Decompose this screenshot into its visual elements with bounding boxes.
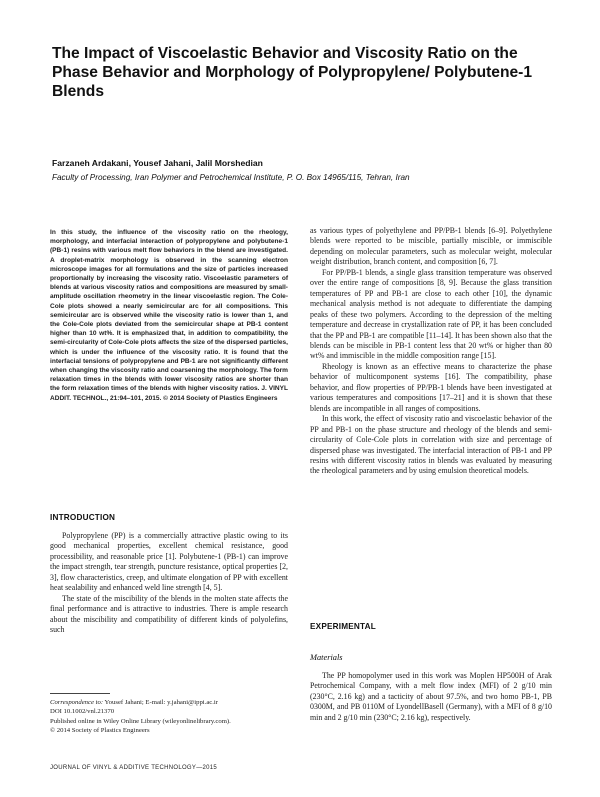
- introduction-paragraph: The state of the miscibility of the blends in the molten state affects the final performance and is attractive to industries. There is ample research about the miscibility and compatibility of different kinds of polyolefins, such: [50, 593, 288, 635]
- footnote-rule: [50, 693, 110, 694]
- introduction-paragraph: Polypropylene (PP) is a commercially attractive plastic owing to its good mechanical properties, excellent chemical resistance, good processibility, and reasonable price [1]. Polybutene-1 (PB-1) can improve the impact strength, tear strength, puncture resistance, optical properties [2, 3], flow characteristics, creep, and ultimate elongation of PP with excellent heat sealability and enhanced weld line strength [4, 5].: [50, 531, 288, 593]
- introduction-body: [50, 531, 288, 636]
- footnote: [50, 698, 288, 735]
- right-column-body: [310, 226, 552, 477]
- materials-subheading: Materials: [310, 653, 343, 662]
- materials-paragraph: The PP homopolymer used in this work was Moplen HP500H of Arak Petrochemical Company, with a melt flow index (MFI) of 2 g/10 min (230°C, 2.16 kg) and a tacticity of about 97.5%, and two homo PB-1, PB 0300M, and PB 0110M of LyondellBasell (Germany), with a MFI of 8 g/10 min and 2 g/10 min (230°C; 2.16 kg), respectively.: [310, 671, 552, 722]
- right-paragraph: For PP/PB-1 blends, a single glass transition temperature was observed over the entire range of compositions [8, 9]. Because the glass transition temperatures of PP and PB-1 are close to each other [10], the dynamic mechanical analysis method is not adequate to differentiate the damping peaks of these two polymers. According to the depression of the melting temperature and decrease in crystallization rate of PP, it has been concluded that the PP and PB-1 are compatible [11–14]. It has been shown also that the blends can be miscible in PB-1 content less that 20 wt% or higher than 80 wt% and immiscible in the middle composition range [15].: [310, 267, 552, 361]
- right-paragraph: In this work, the effect of viscosity ratio and viscoelastic behavior of the PP and PB-1 on the phase structure and rheology of the blends and semi-circularity of Cole-Cole plots in correlation with size and percentage of dispersed phase was investigated. The interfacial interaction of PB-1 and PP resins with different viscosity ratios in blends was evaluated by measuring the rheological parameters and by using emulsion theoretical models.: [310, 414, 552, 476]
- correspondence-label: Correspondence to:: [50, 699, 104, 706]
- experimental-heading: EXPERIMENTAL: [310, 622, 376, 631]
- published-text: Published online in Wiley Online Library (wileyonlinelibrary.com).: [50, 717, 231, 725]
- introduction-heading: INTRODUCTION: [50, 513, 116, 522]
- right-paragraph: as various types of polyethylene and PP/PB-1 blends [6–9]. Polyethylene blends were reported to be miscible, partially miscible, or immiscible depending on molecular parameters, such as molecular weight, molecular weight distribution, branch content, and composition [6, 7].: [310, 226, 552, 267]
- paper-title: The Impact of Viscoelastic Behavior and Viscosity Ratio on the Phase Behavior and Morphology of Polypropylene/ Polybutene-1 Blends: [52, 45, 533, 100]
- abstract: In this study, the influence of the viscosity ratio on the rheology, morphology, and interfacial interaction of polypropylene and polybutene-1 (PB-1) resins with various melt flow behaviors in the blend are investigated. A droplet-matrix morphology is observed in the scanning electron microscope images for all formulations and the size of particles increased proportionally by increasing the viscosity ratio. Viscoelastic parameters of blends at various viscosity ratios and compositions are measured by small-amplitude oscillation rheometry in the linear viscoelastic region. The Cole-Cole plots showed a nearly semicircular arc for all compositions. This semicircular arc is observed while the viscosity ratio is lower than 1, and the Cole-Cole plots deviated from the semicircular shape at PB-1 content higher than 10 wt%. It is emphasized that, in addition to compatibility, the semi-circularity of Cole-Cole plots affects the size of the dispersed particles, which is under the influence of the viscosity ratio. It is found that the interfacial tensions of polypropylene and PB-1 are not significantly different when changing the viscosity ratio and coarsening the morphology. The form relaxation times in the blends with lower viscosity ratios are shorter than the form relaxation times of the blends with higher viscosity ratios. J. VINYL ADDIT. TECHNOL., 21:94–101, 2015. © 2014 Society of Plastics Engineers: [50, 229, 288, 402]
- journal-footer: JOURNAL OF VINYL & ADDITIVE TECHNOLOGY—2015: [50, 765, 218, 771]
- materials-body: [310, 671, 552, 723]
- copyright-text: © 2014 Society of Plastics Engineers: [50, 726, 150, 734]
- affiliation: Faculty of Processing, Iran Polymer and Petrochemical Institute, P. O. Box 14965/115, Tehran, Iran: [52, 173, 410, 182]
- right-paragraph: Rheology is known as an effective means to characterize the phase behavior of multicomponent systems [16]. The compatibility, phase behavior, and flow properties of PP/PB-1 blends have been investigated at various temperatures and compositions [17–21] and it is shown that these blends are incompatible in all ranges of compositions.: [310, 361, 552, 413]
- doi-text: DOI 10.1002/vnl.21370: [50, 708, 115, 716]
- correspondence-text: Yousef Jahani; E-mail: y.jahani@ippi.ac.ir: [104, 699, 219, 706]
- author-list: Farzaneh Ardakani, Yousef Jahani, Jalil Morshedian: [52, 158, 263, 168]
